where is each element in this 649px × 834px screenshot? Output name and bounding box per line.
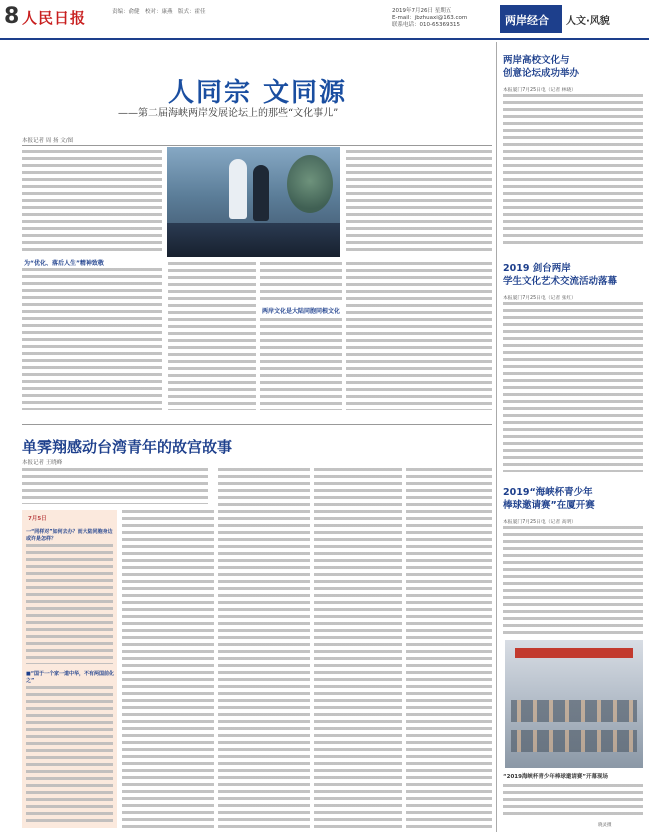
photo-banner — [515, 648, 633, 658]
section-title: 两岸经合 — [500, 5, 562, 33]
main-article-column-2b — [260, 262, 342, 302]
photo-crowd-row-1 — [511, 700, 637, 722]
right-article-2-byline: 本报厦门7月25日电（记者 张红） — [503, 296, 577, 301]
sidebox-text-2 — [26, 686, 113, 824]
right-article-1-byline: 本报厦门7月25日电（记者 林晓） — [503, 88, 577, 93]
article-divider — [22, 424, 492, 425]
second-article-column-2 — [122, 510, 214, 828]
right-article-2-headline-line-1: 2019 剑台两岸 — [503, 263, 571, 274]
right-article-2-body — [503, 302, 643, 472]
right-article-1-body — [503, 94, 643, 244]
qa-sidebox — [22, 510, 117, 828]
right-article-3-byline: 本报厦门7月25日电（记者 高明） — [503, 520, 577, 525]
second-article-column-5 — [406, 468, 492, 828]
main-subtitle-1: 为“优化、落后人生”精神致敬 — [24, 260, 104, 267]
second-byline: 本报记者 王晓峰 — [22, 460, 63, 466]
sidebox-header: 7月5日 — [28, 516, 47, 522]
photo-crowd-row-2 — [511, 730, 637, 752]
right-article-3-headline — [503, 486, 595, 512]
second-article-intro — [22, 468, 208, 504]
page-number: 8 — [4, 4, 20, 29]
photo-stage — [167, 223, 340, 257]
right-article-1-headline — [503, 54, 579, 80]
photo-credit: 晓灵摄 — [598, 823, 612, 828]
second-article-column-4 — [314, 468, 402, 828]
contact-email: E-mail：jbzhuaxi@163.com — [392, 15, 468, 21]
second-article-column-3 — [218, 468, 310, 828]
headline-divider — [22, 145, 492, 146]
right-photo-caption: “2019海峡杯青少年棒球邀请赛”开幕现场 — [503, 774, 609, 780]
section-label — [500, 5, 649, 35]
right-photo-caption-text — [503, 784, 643, 818]
main-byline: 本报记者 周 扬 文/图 — [22, 138, 74, 144]
contact-phone: 联系电话：010-65369315 — [392, 22, 460, 28]
issue-date: 2019年7月26日 星期五 — [392, 8, 452, 14]
right-article-1-headline-line-1: 两岸高校文化与 — [503, 55, 570, 66]
right-article-3-headline-line-2: 棒球邀请赛”在厦开赛 — [503, 500, 595, 511]
sidebox-text-1 — [26, 544, 113, 664]
main-article-column-2c — [260, 318, 342, 410]
masthead — [0, 0, 649, 40]
performance-photo — [167, 147, 340, 257]
photo-decor — [287, 155, 333, 213]
sidebox-question-1: 一“同样对”如何去办？而大陆同胞身边或许是怎样？ — [26, 529, 113, 542]
right-article-2-headline-line-2: 学生文化艺术交流活动落幕 — [503, 276, 618, 287]
masthead-contact — [392, 8, 467, 29]
baseball-photo — [505, 640, 643, 768]
photo-performer-1 — [229, 159, 247, 219]
section-subtitle: 人文·风貌 — [566, 16, 610, 27]
masthead-rule — [0, 38, 649, 40]
main-headline: 人同宗 文同源 — [168, 78, 348, 108]
right-column-divider — [496, 42, 497, 832]
right-article-2-headline — [503, 262, 617, 288]
main-article-column-3b — [346, 262, 492, 410]
editor-meta: 责编：俞健 校对：康燕 版式：霍佳 — [112, 9, 206, 15]
right-article-1-headline-line-2: 创意论坛成功举办 — [503, 68, 580, 79]
main-article-column-1a — [22, 150, 162, 254]
main-article-column-3a — [346, 150, 492, 254]
right-article-3-body — [503, 526, 643, 634]
sidebox-question-2: ■“国于一个家一道中华，不有两国前化之” — [26, 671, 115, 684]
second-headline: 单霁翔感动台湾青年的故宫故事 — [22, 438, 233, 456]
main-subheadline: ——第二届海峡两岸发展论坛上的那些“文化事儿” — [118, 108, 339, 119]
newspaper-logo: 人民日报 — [22, 9, 87, 27]
main-article-column-2 — [168, 262, 256, 410]
photo-performer-2 — [253, 165, 269, 221]
main-article-column-1b — [22, 268, 162, 410]
main-subtitle-2: 两岸文化是大陆同胞同根文化 — [262, 308, 341, 315]
right-article-3-headline-line-1: 2019“海峡杯青少年 — [503, 487, 593, 498]
